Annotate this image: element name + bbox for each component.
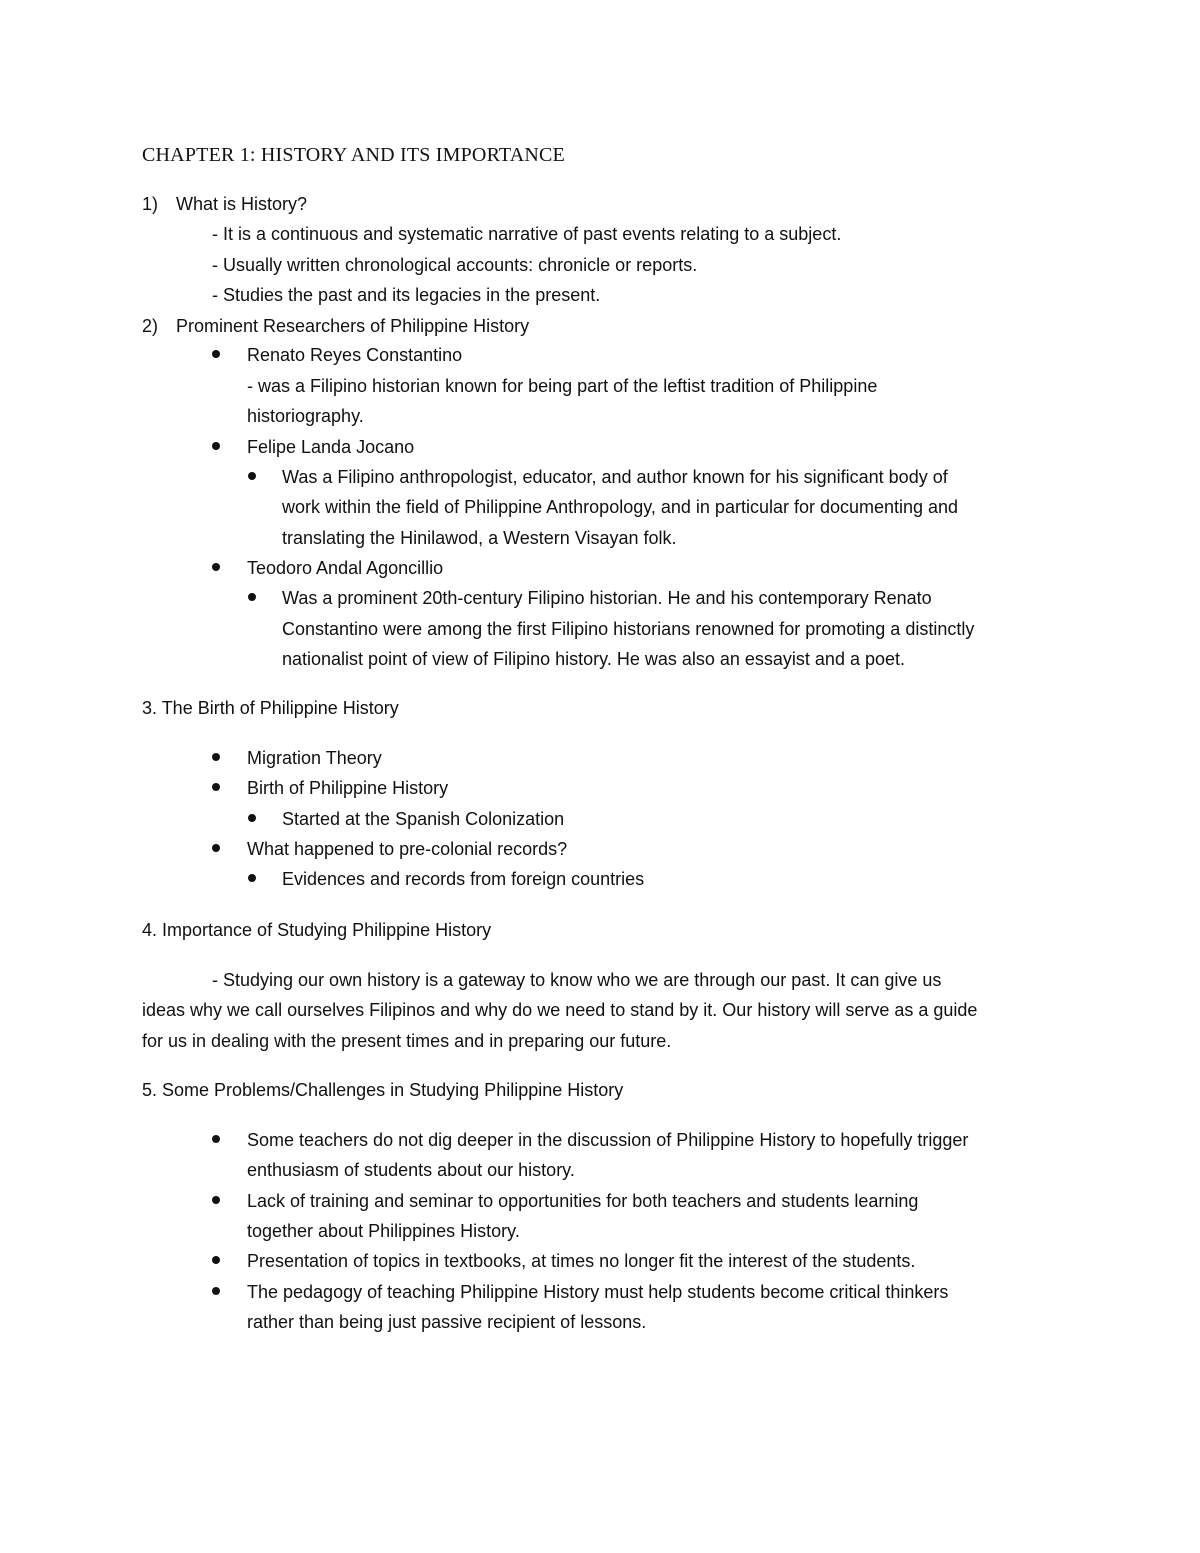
section-5-heading: 5. Some Problems/Challenges in Studying Philippine History bbox=[142, 1080, 624, 1100]
section-5-bullet-4-line-1: The pedagogy of teaching Philippine History must help students become critical thinkers bbox=[247, 1282, 949, 1302]
section-4-paragraph-line-2: ideas why we call ourselves Filipinos and why do we need to stand by it. Our history will serve as a guide bbox=[142, 1000, 978, 1020]
researcher-3-desc-line-2: Constantino were among the first Filipino historians renowned for promoting a distinctly bbox=[282, 619, 975, 639]
researcher-2-name: Felipe Landa Jocano bbox=[247, 437, 415, 457]
section-3-bullet-3: What happened to pre-colonial records? bbox=[247, 839, 568, 859]
section-5-bullet-2-line-2: together about Philippines History. bbox=[247, 1221, 520, 1241]
bullet-icon bbox=[212, 783, 220, 791]
bullet-icon bbox=[212, 1196, 220, 1204]
section-1-heading: What is History? bbox=[176, 194, 308, 214]
bullet-icon bbox=[212, 1256, 220, 1264]
section-4-heading: 4. Importance of Studying Philippine History bbox=[142, 920, 492, 940]
researcher-1-name: Renato Reyes Constantino bbox=[247, 345, 463, 365]
bullet-icon bbox=[248, 814, 256, 822]
section-2-heading: Prominent Researchers of Philippine History bbox=[176, 316, 530, 336]
section-1-line-1: - It is a continuous and systematic narrative of past events relating to a subject. bbox=[212, 224, 842, 244]
section-5-bullet-1-line-1: Some teachers do not dig deeper in the discussion of Philippine History to hopefully trigger bbox=[247, 1130, 969, 1150]
section-3-bullet-3-sub: Evidences and records from foreign countries bbox=[282, 869, 645, 889]
researcher-2-desc-line-3: translating the Hinilawod, a Western Visayan folk. bbox=[282, 528, 677, 548]
bullet-icon bbox=[248, 874, 256, 882]
section-2-number: 2) bbox=[142, 316, 159, 336]
researcher-2-desc-line-1: Was a Filipino anthropologist, educator, and author known for his significant body of bbox=[282, 467, 948, 487]
researcher-1-desc-line-2: historiography. bbox=[247, 406, 364, 426]
section-1-number: 1) bbox=[142, 194, 159, 214]
researcher-3-desc-line-1: Was a prominent 20th-century Filipino historian. He and his contemporary Renato bbox=[282, 588, 932, 608]
researcher-1-desc-line-1: - was a Filipino historian known for being part of the leftist tradition of Philippine bbox=[247, 376, 878, 396]
bullet-icon bbox=[212, 844, 220, 852]
section-5-bullet-2-line-1: Lack of training and seminar to opportunities for both teachers and students learning bbox=[247, 1191, 919, 1211]
section-4-paragraph-line-1: - Studying our own history is a gateway to know who we are through our past. It can give us bbox=[212, 970, 942, 990]
bullet-icon bbox=[212, 350, 220, 358]
chapter-title: CHAPTER 1: HISTORY AND ITS IMPORTANCE bbox=[142, 144, 565, 166]
section-3-heading: 3. The Birth of Philippine History bbox=[142, 698, 399, 718]
bullet-icon bbox=[212, 1135, 220, 1143]
section-1-line-2: - Usually written chronological accounts: chronicle or reports. bbox=[212, 255, 698, 275]
bullet-icon bbox=[212, 563, 220, 571]
researcher-3-desc-line-3: nationalist point of view of Filipino history. He was also an essayist and a poet. bbox=[282, 649, 905, 669]
section-3-bullet-2: Birth of Philippine History bbox=[247, 778, 449, 798]
bullet-icon bbox=[248, 472, 256, 480]
bullet-icon bbox=[212, 1287, 220, 1295]
bullet-icon bbox=[248, 593, 256, 601]
researcher-3-name: Teodoro Andal Agoncillio bbox=[247, 558, 444, 578]
bullet-icon bbox=[212, 442, 220, 450]
section-1-line-3: - Studies the past and its legacies in the present. bbox=[212, 285, 601, 305]
bullet-icon bbox=[212, 753, 220, 761]
section-5-bullet-3: Presentation of topics in textbooks, at times no longer fit the interest of the students. bbox=[247, 1251, 916, 1271]
section-3-bullet-1: Migration Theory bbox=[247, 748, 382, 768]
researcher-2-desc-line-2: work within the field of Philippine Anthropology, and in particular for documenting and bbox=[282, 497, 959, 517]
section-5-bullet-4-line-2: rather than being just passive recipient of lessons. bbox=[247, 1312, 647, 1332]
section-4-paragraph-line-3: for us in dealing with the present times and in preparing our future. bbox=[142, 1031, 672, 1051]
section-5-bullet-1-line-2: enthusiasm of students about our history. bbox=[247, 1160, 575, 1180]
section-3-bullet-2-sub: Started at the Spanish Colonization bbox=[282, 809, 565, 829]
